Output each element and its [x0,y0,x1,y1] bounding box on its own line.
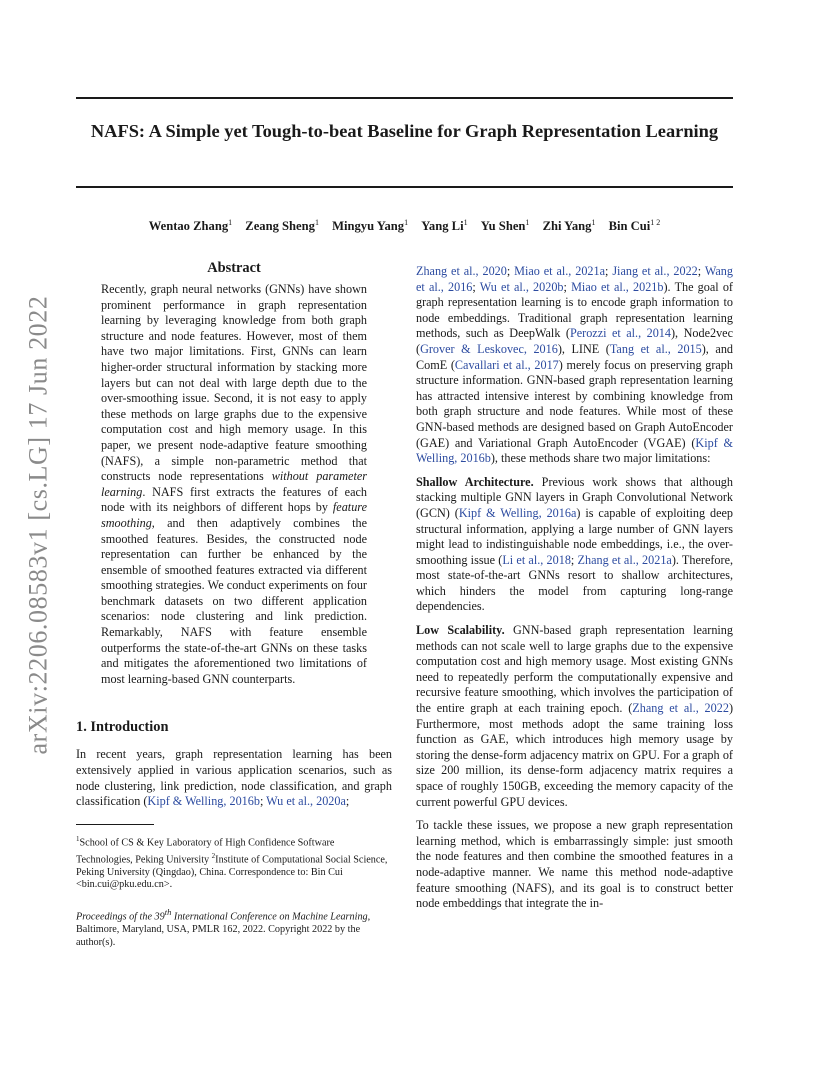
low-scalability-paragraph: Low Scalability. GNN-based graph representation learning methods can not scale well to large graphs due to the expensive computation cost and high memory usage. Most existing GNNs need to repeatedly perform the computationally expensive and recursive feature smoothing, which involves the participation of the entire graph at each training epoch. (Zhang et al., 2022) Furthermore, most methods adopt the same training loss function as GAE, which introduces high memory usage by storing the dense-form adjacency matrix on GPU. For a graph of size 200 million, its dense-form adjacency matrix requires a space of roughly 150GB, exceeding the memory capacity of the current powerful GPU devices. [416,623,733,809]
arxiv-stamp [16,290,60,760]
citation-link[interactable]: Jiang et al., 2022 [612,264,698,278]
title-rule-top [76,97,733,99]
citation-link[interactable]: Wang et al., 2016 [416,264,733,294]
author-list [76,214,733,235]
author: Bin Cui$^{1 2}$ [608,218,661,234]
arxiv-stamp-text: arXiv:2206.08583v1 [cs.LG] 17 Jun 2022 [23,295,53,755]
runin-heading: Low Scalability. [416,623,505,638]
citation-link[interactable]: Wu et al., 2020a [266,794,346,809]
proposal-paragraph: To tackle these issues, we propose a new graph representation learning method, which is embarrassingly simple: just smooth the node features and then combine the smoothed features in a node-adaptive manner. We name this method node-adaptive feature smoothing (NAFS), and its goal is to construct better node embeddings that integrate the in- [416,818,733,911]
right-column [416,264,733,920]
citation-link[interactable]: Zhang et al., 2022 [632,701,729,716]
abstract-heading: Abstract [207,260,261,276]
author: Zhi Yang$^1$ [542,218,596,234]
citation-link[interactable]: Perozzi et al., 2014 [569,326,671,341]
proceedings-note: Proceedings of the 39th International Conference on Machine Learning, Baltimore, Maryland, USA, PMLR 162, 2022. Copyright 2022 by the author(s). [76,906,371,948]
citation-link[interactable]: Li et al., 2018 [502,552,571,567]
author: Wentao Zhang$^1$ [148,218,233,234]
paper-title: NAFS: A Simple yet Tough-to-beat Baseline for Graph Representation Learning [90,121,719,141]
footnote-rule [76,824,154,825]
citation-link[interactable]: Miao et al., 2021a [514,264,606,278]
author: Mingyu Yang$^1$ [332,218,409,234]
citation-link[interactable]: Cavallari et al., 2017 [454,357,559,372]
citation-link[interactable]: Grover & Leskovec, 2016 [420,341,558,356]
citation-link[interactable]: Zhang et al., 2020 [416,264,507,278]
author: Yang Li$^1$ [421,218,468,234]
citation-link[interactable]: Kipf & Welling, 2016b [416,435,733,466]
author: Yu Shen$^1$ [480,218,530,234]
title-rule-bottom [76,186,733,188]
affiliation-footnote: $^1$School of CS & Key Laboratory of High Confidence Software Technologies, Peking University $^2$Institute of Computational Social Science, Peking University (Qingdao), China. Correspondence to: Bin Cui <bin.cui@pku.edu.cn>. [76,834,388,891]
author: Zeang Sheng$^1$ [245,218,319,234]
intro-paragraph-continued: Zhang et al., 2020; Miao et al., 2021a; Jiang et al., 2022; Wang et al., 2016; Wu et al., 2020b; Miao et al., 2021b). The goal of graph representation learning is to encode graph information to node embeddings. Traditional graph representation learning methods, such as DeepWalk (Perozzi et al., 2014), Node2vec (Grover & Leskovec, 2016), LINE (Tang et al., 2015), and ComE (Cavallari et al., 2017) merely focus on preserving graph structure information. GNN-based graph representation learning has attracted intensive interest by combining knowledge from both graph structure and node features. While most of these GNN-based methods are designed based on Graph AutoEncoder (GAE) and Variational Graph AutoEncoder (VGAE) (Kipf & Welling, 2016b), these methods share two major limitations: [416,264,734,466]
citation-link[interactable]: Kipf & Welling, 2016b [147,794,260,809]
citation-link[interactable]: Wu et al., 2020b [479,279,564,294]
citation-link[interactable]: Zhang et al., 2021a [577,552,672,567]
citation-link[interactable]: Miao et al., 2021b [571,279,664,294]
shallow-architecture-paragraph: Shallow Architecture. Previous work shows that although stacking multiple GNN layers in Graph Convolutional Network (GCN) (Kipf & Welling, 2016a) is capable of exploiting deep structural information, applying a large number of GNN layers might lead to indistinguishable node embeddings, i.e., the over-smoothing issue (Li et al., 2018; Zhang et al., 2021a). Therefore, most state-of-the-art GNNs resort to shallow architectures, which hinders the model from capturing long-range dependencies. [416,474,734,614]
intro-paragraph: In recent years, graph representation learning has been extensively applied in various application scenarios, such as node clustering, link prediction, node classification, and graph classification (Kipf & Welling, 2016b; Wu et al., 2020a; [76,747,392,809]
abstract-body: Recently, graph neural networks (GNNs) have shown prominent performance in graph representation learning by leveraging knowledge from both graph structure and node features. However, most of them have two major limitations. First, GNNs can learn higher-order structural information by stacking more layers but can not deal with large depth due to the over-smoothing issue. Second, it is not easy to apply these methods on large graphs due to the expensive computation cost and high memory usage. In this paper, we present node-adaptive feature smoothing (NAFS), a simple non-parametric method that constructs node representations without parameter learning. NAFS first extracts the features of each node with its neighbors of different hops by feature smoothing, and then adaptively combines the smoothed features. Besides, the constructed node representation can further be enhanced by the ensemble of smoothed features extracted via different smoothing strategies. We conduct experiments on four benchmark datasets on two different application scenarios: node clustering and link prediction. Remarkably, NAFS with feature ensemble outperforms the state-of-the-art GNNs on these tasks and mitigates the aforementioned two limitations of most learning-based GNN counterparts. [101,282,368,686]
runin-heading: Shallow Architecture. [416,474,534,489]
section-heading-introduction: 1. Introduction [76,719,169,736]
citation-link[interactable]: Kipf & Welling, 2016a [458,505,577,520]
citation-link[interactable]: Tang et al., 2015 [609,341,702,356]
left-column [76,258,392,950]
